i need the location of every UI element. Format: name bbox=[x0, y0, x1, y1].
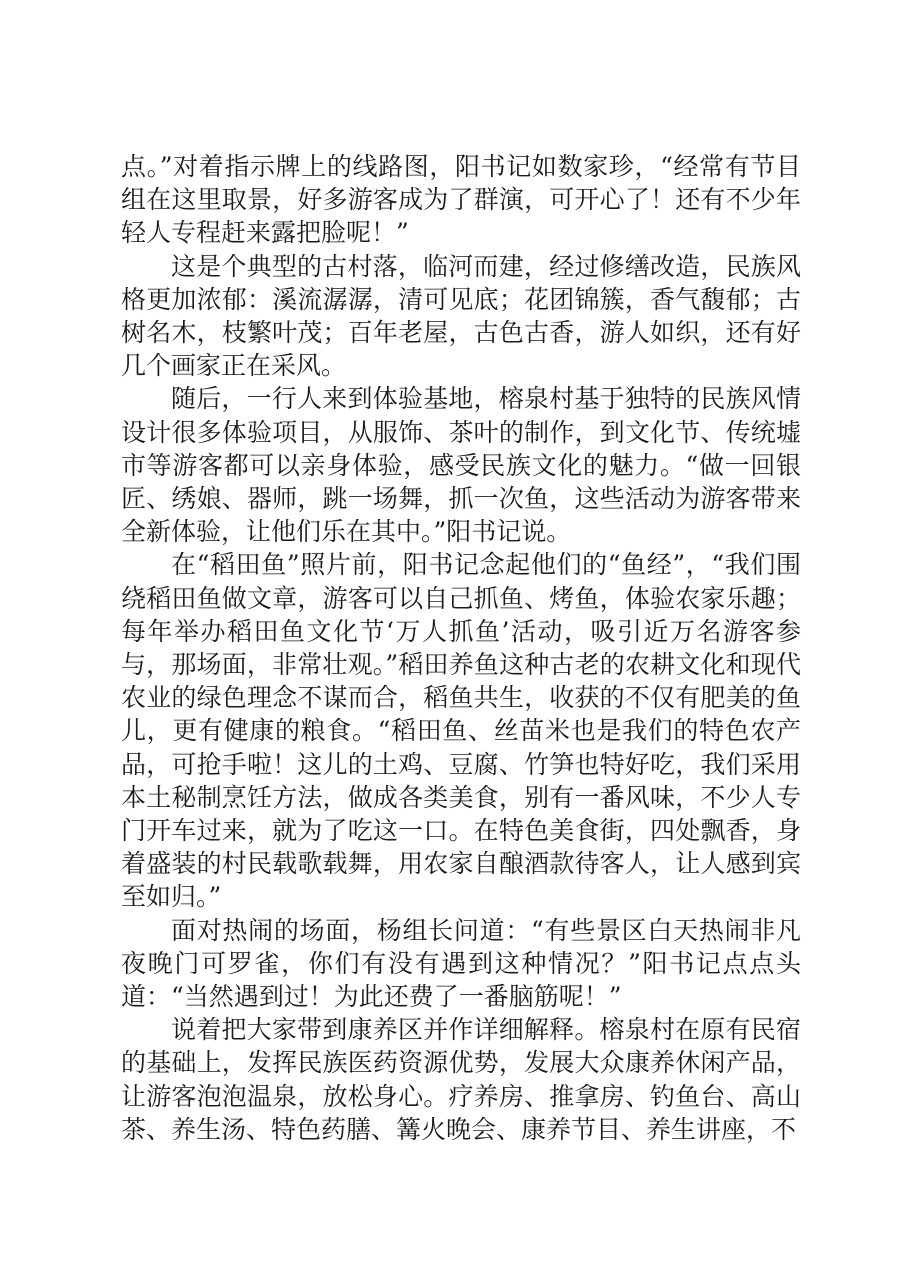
paragraph-4: 在“稻田鱼”照片前，阳书记念起他们的“鱼经”，“我们围绕稻田鱼做文章，游客可以自己抓鱼、烤鱼，体验农家乐趣；每年举办稻田鱼文化节‘万人抓鱼’活动，吸引近万名游客参与，那场面，非常壮观。”稻田养鱼这种古老的农耕文化和现代农业的绿色理念不谋而合，稻鱼共生，收获的不仅有肥美的鱼儿，更有健康的粮食。“稻田鱼、丝苗米也是我们的特色农产品，可抢手啦！这儿的土鸡、豆腐、竹笋也特好吃，我们采用本土秘制烹饪方法，做成各类美食，别有一番风味，不少人专门开车过来，就为了吃这一口。在特色美食街，四处飘香，身着盛装的村民载歌载舞，用农家自酿酒款待客人，让人感到宾至如归。” bbox=[121, 550, 801, 912]
paragraph-2: 这是个典型的古村落，临河而建，经过修缮改造，民族风格更加浓郁：溪流潺潺，清可见底；花团锦簇，香气馥郁；古树名木，枝繁叶茂；百年老屋，古色古香，游人如织，还有好几个画家正在采风。 bbox=[121, 251, 801, 381]
paragraph-1: 点。”对着指示牌上的线路图，阳书记如数家珍，“经常有节目组在这里取景，好多游客成为了群演，可开心了！还有不少年轻人专程赶来露把脸呢！” bbox=[121, 152, 801, 248]
paragraph-3: 随后，一行人来到体验基地，榕泉村基于独特的民族风情设计很多体验项目，从服饰、茶叶的制作，到文化节、传统墟市等游客都可以亲身体验，感受民族文化的魅力。“做一回银匠、绣娘、器师，跳一场舞，抓一次鱼，这些活动为游客带来全新体验，让他们乐在其中。”阳书记说。 bbox=[121, 384, 801, 547]
article-body bbox=[121, 150, 801, 1146]
paragraph-6: 说着把大家带到康养区并作详细解释。榕泉村在原有民宿的基础上，发挥民族医药资源优势，发展大众康养休闲产品，让游客泡泡温泉，放松身心。疗养房、推拿房、钓鱼台、高山茶、养生汤、特色药膳、篝火晚会、康养节目、养生讲座，不 bbox=[121, 1015, 801, 1144]
paragraph-5: 面对热闹的场面，杨组长问道：“有些景区白天热闹非凡夜晚门可罗雀，你们有没有遇到这种情况？”阳书记点点头道：“当然遇到过！为此还费了一番脑筋呢！” bbox=[121, 915, 801, 1012]
